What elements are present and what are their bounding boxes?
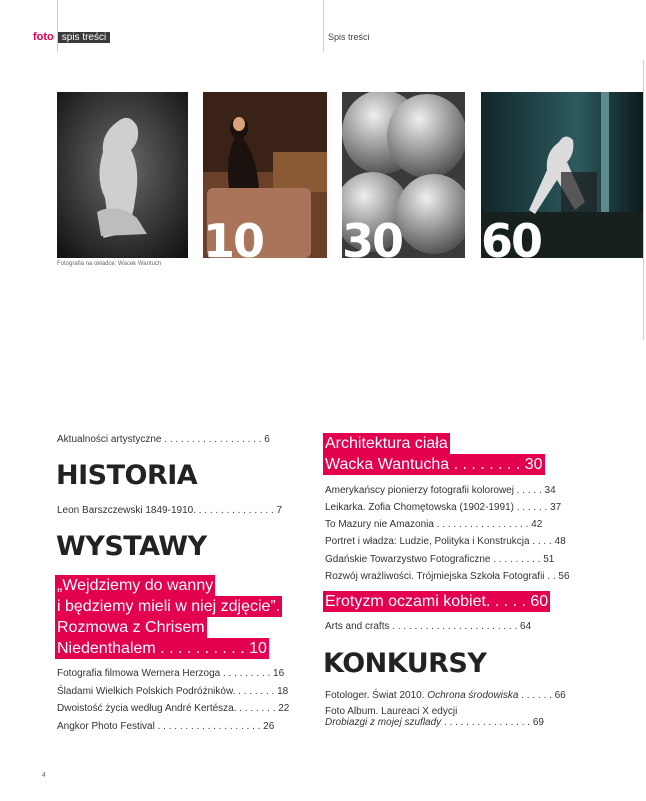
cover-caption: Fotografia na okładce: Wacek Wantuch <box>57 261 162 267</box>
toc-feature-niedenthal[interactable] <box>55 575 282 659</box>
section-heading-wystawy: WYSTAWY <box>56 531 207 562</box>
toc-entry-gtf[interactable]: Gdańskie Towarzystwo Fotograficzne . . . . . . . . . 51 <box>325 554 555 565</box>
feature-line-4: Niedenthalem . . . . . . . . . . 10 <box>57 640 267 657</box>
header-divider-left <box>57 0 58 52</box>
toc-entry-arts[interactable]: Arts and crafts . . . . . . . . . . . . . . . . . . . . . . . 64 <box>325 621 532 632</box>
page-number: 4 <box>42 772 46 779</box>
toc-entry-kertesz[interactable]: Dwoistość życia według André Kertésza. . . . . . . . 22 <box>57 703 290 714</box>
fotoalbum-italic: Drobiazgi z mojej szuflady <box>325 717 442 728</box>
toc-entry-mazury[interactable]: To Mazury nie Amazonia . . . . . . . . . . . . . . . . . 42 <box>325 519 543 530</box>
toc-entry-trojmiejska[interactable]: Rozwój wrażliwości. Trójmiejska Szkoła Fotografii . . 56 <box>325 571 570 582</box>
feature1-line-1: Architektura ciała <box>325 435 448 452</box>
page-number-30: 30 <box>342 214 403 258</box>
fotoalbum-line1: Foto Album. Laureaci X edycji <box>325 706 458 717</box>
cover-photo <box>57 92 188 258</box>
toc-entry-pionierzy[interactable]: Amerykańscy pionierzy fotografii kolorowej . . . . . 34 <box>325 485 556 496</box>
toc-entry-herzog[interactable]: Fotografia filmowa Wernera Herzoga . . . . . . . . . 16 <box>57 668 285 679</box>
section-heading-historia: HISTORIA <box>56 460 198 491</box>
photo-60 <box>481 92 643 258</box>
toc-feature-erotyzm[interactable] <box>323 591 550 612</box>
section-heading-konkursy: KONKURSY <box>323 648 487 679</box>
section-tag: spis treści <box>58 32 110 43</box>
toc-entry-podroznicy[interactable]: Śladami Wielkich Polskich Podróżników. . . . . . . . 18 <box>57 686 289 697</box>
right-edge-line <box>643 60 644 340</box>
fotologer-suffix: . . . . . . 66 <box>518 690 566 701</box>
header-divider-center <box>323 0 324 52</box>
feature2-line: Erotyzm oczami kobiet. . . . . 60 <box>325 593 549 610</box>
page-number-10: 10 <box>203 214 264 258</box>
feature-line-1: „Wejdziemy do wanny <box>57 577 214 594</box>
toc-entry-angkor[interactable]: Angkor Photo Festival . . . . . . . . . . . . . . . . . . . 26 <box>57 721 275 732</box>
page-number-60: 60 <box>481 214 542 258</box>
toc-entry-chometowska[interactable]: Leikarka. Zofia Chomętowska (1902-1991) . . . . . . 37 <box>325 502 562 513</box>
feature-line-2: i będziemy mieli w niej zdjęcie”. <box>57 598 281 615</box>
feature1-line-2: Wacka Wantucha . . . . . . . . 30 <box>325 456 543 473</box>
fotologer-italic: Ochrona środowiska <box>427 690 519 701</box>
page-title: Spis treści <box>328 32 370 42</box>
toc-entry-news[interactable]: Aktualności artystyczne . . . . . . . . . . . . . . . . . . 6 <box>57 434 270 445</box>
toc-entry-portret[interactable]: Portret i władza: Ludzie, Polityka i Konstrukcja . . . . 48 <box>325 536 566 547</box>
toc-entry-barszczewski[interactable]: Leon Barszczewski 1849-1910. . . . . . . . . . . . . . . 7 <box>57 505 283 516</box>
fotologer-prefix: Fotologer. Świat 2010. <box>325 690 428 701</box>
toc-entry-fotoalbum[interactable] <box>325 706 544 728</box>
feature-line-3: Rozmowa z Chrisem <box>57 619 205 636</box>
magazine-brand <box>33 31 110 43</box>
photo-10 <box>203 92 327 258</box>
toc-feature-wantuch[interactable] <box>323 433 545 475</box>
fotoalbum-suffix: . . . . . . . . . . . . . . . . 69 <box>441 717 544 728</box>
brand-logo: foto <box>33 31 54 43</box>
toc-entry-fotologer[interactable] <box>325 690 566 701</box>
photo-30 <box>342 92 465 258</box>
